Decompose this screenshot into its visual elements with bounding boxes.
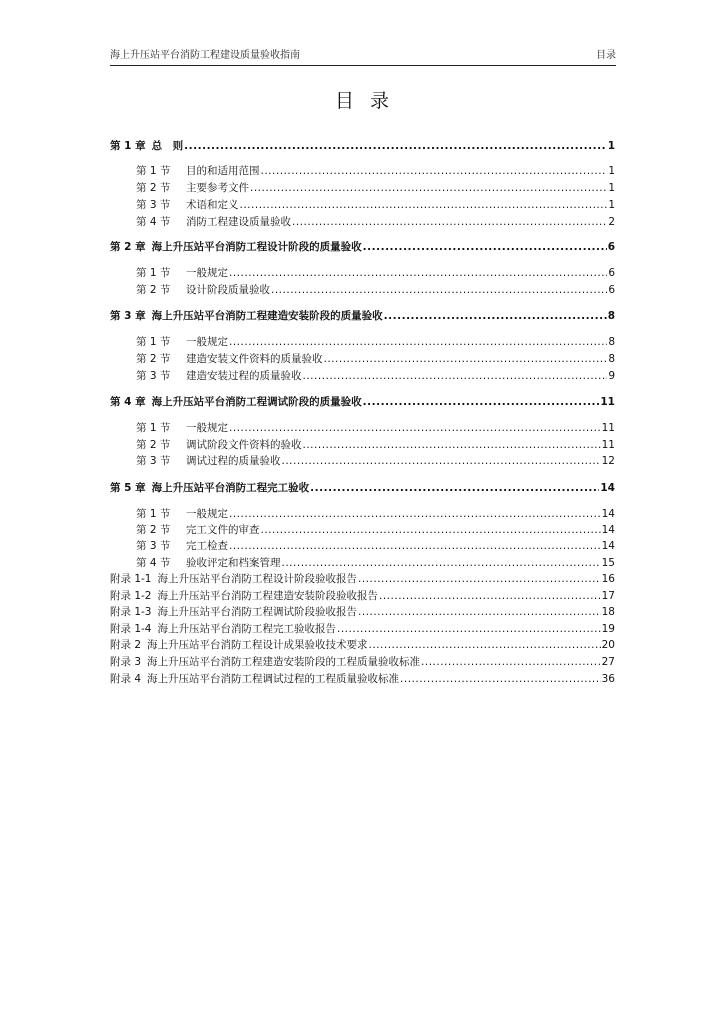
- toc-section-3-1[interactable]: [110, 334, 615, 350]
- toc-page-number: 1: [607, 140, 615, 152]
- dot-leader: [229, 265, 607, 281]
- toc-appendix-4[interactable]: [110, 671, 615, 687]
- toc-section-number: 第 3 节: [136, 199, 171, 211]
- toc-appendix-3[interactable]: [110, 654, 615, 670]
- toc-appendix-number: 附录 1-1: [110, 573, 152, 585]
- toc-page-number: 19: [601, 623, 615, 635]
- dot-leader: [250, 180, 607, 196]
- toc-appendix-1-2[interactable]: [110, 588, 615, 604]
- toc-section-5-2[interactable]: [110, 522, 615, 538]
- toc-section-title: 一般规定: [186, 336, 228, 348]
- dot-leader: [282, 453, 601, 469]
- toc-section-2-2[interactable]: [110, 282, 615, 298]
- toc-section-3-2[interactable]: [110, 351, 615, 367]
- toc-section-number: 第 2 节: [136, 439, 171, 451]
- toc-section-title: 一般规定: [186, 508, 228, 520]
- toc-page-number: 1: [608, 182, 615, 194]
- dot-leader: [184, 138, 607, 154]
- toc-page-number: 8: [607, 310, 615, 322]
- toc-chapter-number: 第 5 章: [110, 482, 146, 494]
- toc-section-number: 第 1 节: [136, 422, 171, 434]
- toc-section-title: 调试阶段文件资料的验收: [186, 439, 302, 451]
- header-section-label: 目录: [596, 50, 616, 61]
- toc-chapter-4[interactable]: [110, 394, 615, 410]
- dot-leader: [282, 555, 601, 571]
- toc-appendix-1-3[interactable]: [110, 604, 615, 620]
- toc-appendix-number: 附录 2: [110, 639, 142, 651]
- dot-leader: [384, 308, 607, 324]
- toc-section-number: 第 3 节: [136, 370, 171, 382]
- dot-leader: [363, 239, 607, 255]
- toc-appendix-number: 附录 1-2: [110, 590, 152, 602]
- toc-section-4-2[interactable]: [110, 437, 615, 453]
- toc-section-title: 主要参考文件: [186, 182, 249, 194]
- dot-leader: [358, 604, 601, 620]
- toc-appendix-title: 海上升压站平台消防工程调试过程的工程质量验收标准: [147, 673, 400, 685]
- toc-appendix-number: 附录 3: [110, 656, 142, 668]
- toc-section-number: 第 4 节: [136, 557, 171, 569]
- toc-appendix-title: 海上升压站平台消防工程设计阶段验收报告: [157, 573, 357, 585]
- toc-appendix-title: 海上升压站平台消防工程建造安装阶段验收报告: [157, 590, 378, 602]
- dot-leader: [337, 621, 601, 637]
- dot-leader: [261, 163, 608, 179]
- toc-page-number: 8: [608, 336, 615, 348]
- toc-appendix-title: 海上升压站平台消防工程完工验收报告: [157, 623, 336, 635]
- dot-leader: [324, 351, 608, 367]
- toc-chapter-title: 海上升压站平台消防工程完工验收: [151, 482, 310, 494]
- dot-leader: [369, 637, 601, 653]
- toc-section-title: 消防工程建设质量验收: [186, 216, 291, 228]
- toc-page-number: 14: [601, 508, 615, 520]
- dot-leader: [358, 571, 601, 587]
- toc-section-title: 建造安装文件资料的质量验收: [186, 353, 323, 365]
- toc-section-5-3[interactable]: [110, 538, 615, 554]
- toc-section-number: 第 1 节: [136, 508, 171, 520]
- toc-page-number: 2: [608, 216, 615, 228]
- toc-appendix-title: 海上升压站平台消防工程调试阶段验收报告: [157, 606, 357, 618]
- toc-chapter-1[interactable]: [110, 138, 615, 154]
- toc-chapter-number: 第 4 章: [110, 396, 146, 408]
- toc-page-number: 8: [608, 353, 615, 365]
- toc-section-number: 第 4 节: [136, 216, 171, 228]
- toc-section-number: 第 1 节: [136, 336, 171, 348]
- toc-section-title: 验收评定和档案管理: [186, 557, 281, 569]
- dot-leader: [379, 588, 601, 604]
- toc-page-number: 20: [601, 639, 615, 651]
- toc-page-number: 11: [600, 396, 615, 408]
- toc-appendix-number: 附录 1-3: [110, 606, 152, 618]
- toc-page-number: 14: [601, 540, 615, 552]
- dot-leader: [271, 282, 607, 298]
- toc-section-number: 第 2 节: [136, 284, 171, 296]
- dot-leader: [303, 437, 601, 453]
- toc-section-title: 调试过程的质量验收: [186, 455, 281, 467]
- toc-page-number: 18: [601, 606, 615, 618]
- toc-section-title: 设计阶段质量验收: [186, 284, 270, 296]
- toc-chapter-title: 海上升压站平台消防工程设计阶段的质量验收: [151, 241, 362, 253]
- table-of-contents: [110, 0, 615, 1024]
- toc-section-5-1[interactable]: [110, 506, 615, 522]
- toc-section-5-4[interactable]: [110, 555, 615, 571]
- toc-page-number: 6: [607, 241, 615, 253]
- toc-section-title: 一般规定: [186, 422, 228, 434]
- toc-section-number: 第 3 节: [136, 540, 171, 552]
- toc-section-number: 第 2 节: [136, 524, 171, 536]
- toc-chapter-number: 第 1 章: [110, 140, 146, 152]
- toc-section-number: 第 1 节: [136, 165, 171, 177]
- toc-chapter-title: 海上升压站平台消防工程调试阶段的质量验收: [151, 396, 362, 408]
- toc-chapter-title: 总 则: [151, 140, 184, 152]
- toc-section-title: 完工检查: [186, 540, 228, 552]
- dot-leader: [261, 522, 601, 538]
- dot-leader: [310, 480, 599, 496]
- dot-leader: [303, 368, 608, 384]
- toc-page-number: 9: [608, 370, 615, 382]
- dot-leader: [292, 214, 607, 230]
- header-document-title: 海上升压站平台消防工程建设质量验收指南: [110, 50, 300, 61]
- toc-page-number: 1: [608, 199, 615, 211]
- page-title: 目录: [334, 90, 405, 112]
- toc-chapter-5[interactable]: [110, 480, 615, 496]
- toc-appendix-title: 海上升压站平台消防工程建造安装阶段的工程质量验收标准: [147, 656, 421, 668]
- toc-section-4-1[interactable]: [110, 420, 615, 436]
- toc-section-3-3[interactable]: [110, 368, 615, 384]
- toc-appendix-number: 附录 1-4: [110, 623, 152, 635]
- toc-page-number: 1: [608, 165, 615, 177]
- toc-section-number: 第 3 节: [136, 455, 171, 467]
- toc-section-1-2[interactable]: [110, 180, 615, 196]
- toc-page-number: 14: [600, 482, 615, 494]
- dot-leader: [400, 671, 601, 687]
- dot-leader: [229, 334, 607, 350]
- toc-section-1-3[interactable]: [110, 197, 615, 213]
- toc-section-number: 第 2 节: [136, 182, 171, 194]
- dot-leader: [421, 654, 601, 670]
- toc-page-number: 16: [601, 573, 615, 585]
- toc-page-number: 36: [601, 673, 615, 685]
- toc-page-number: 11: [601, 422, 615, 434]
- toc-section-4-3[interactable]: [110, 453, 615, 469]
- dot-leader: [229, 506, 601, 522]
- dot-leader: [363, 394, 600, 410]
- dot-leader: [240, 197, 608, 213]
- toc-chapter-number: 第 3 章: [110, 310, 146, 322]
- toc-section-number: 第 1 节: [136, 267, 171, 279]
- toc-page-number: 15: [601, 557, 615, 569]
- toc-section-title: 建造安装过程的质量验收: [186, 370, 302, 382]
- toc-chapter-number: 第 2 章: [110, 241, 146, 253]
- toc-appendix-1-4[interactable]: [110, 621, 615, 637]
- toc-appendix-2[interactable]: [110, 637, 615, 653]
- toc-section-title: 一般规定: [186, 267, 228, 279]
- toc-section-1-4[interactable]: [110, 214, 615, 230]
- toc-page-number: 12: [601, 455, 615, 467]
- dot-leader: [229, 538, 601, 554]
- toc-page-number: 17: [601, 590, 615, 602]
- toc-section-title: 目的和适用范围: [186, 165, 260, 177]
- toc-page-number: 14: [601, 524, 615, 536]
- toc-page-number: 27: [601, 656, 615, 668]
- toc-page-number: 6: [608, 284, 615, 296]
- toc-section-2-1[interactable]: [110, 265, 615, 281]
- toc-chapter-title: 海上升压站平台消防工程建造安装阶段的质量验收: [151, 310, 383, 322]
- toc-appendix-number: 附录 4: [110, 673, 142, 685]
- toc-section-title: 完工文件的审查: [186, 524, 260, 536]
- toc-page-number: 11: [601, 439, 615, 451]
- toc-chapter-3[interactable]: [110, 308, 615, 324]
- toc-section-1-1[interactable]: [110, 163, 615, 179]
- toc-chapter-2[interactable]: [110, 239, 615, 255]
- toc-section-title: 术语和定义: [186, 199, 239, 211]
- toc-section-number: 第 2 节: [136, 353, 171, 365]
- toc-appendix-1-1[interactable]: [110, 571, 615, 587]
- toc-appendix-title: 海上升压站平台消防工程设计成果验收技术要求: [147, 639, 368, 651]
- toc-page-number: 6: [608, 267, 615, 279]
- dot-leader: [229, 420, 601, 436]
